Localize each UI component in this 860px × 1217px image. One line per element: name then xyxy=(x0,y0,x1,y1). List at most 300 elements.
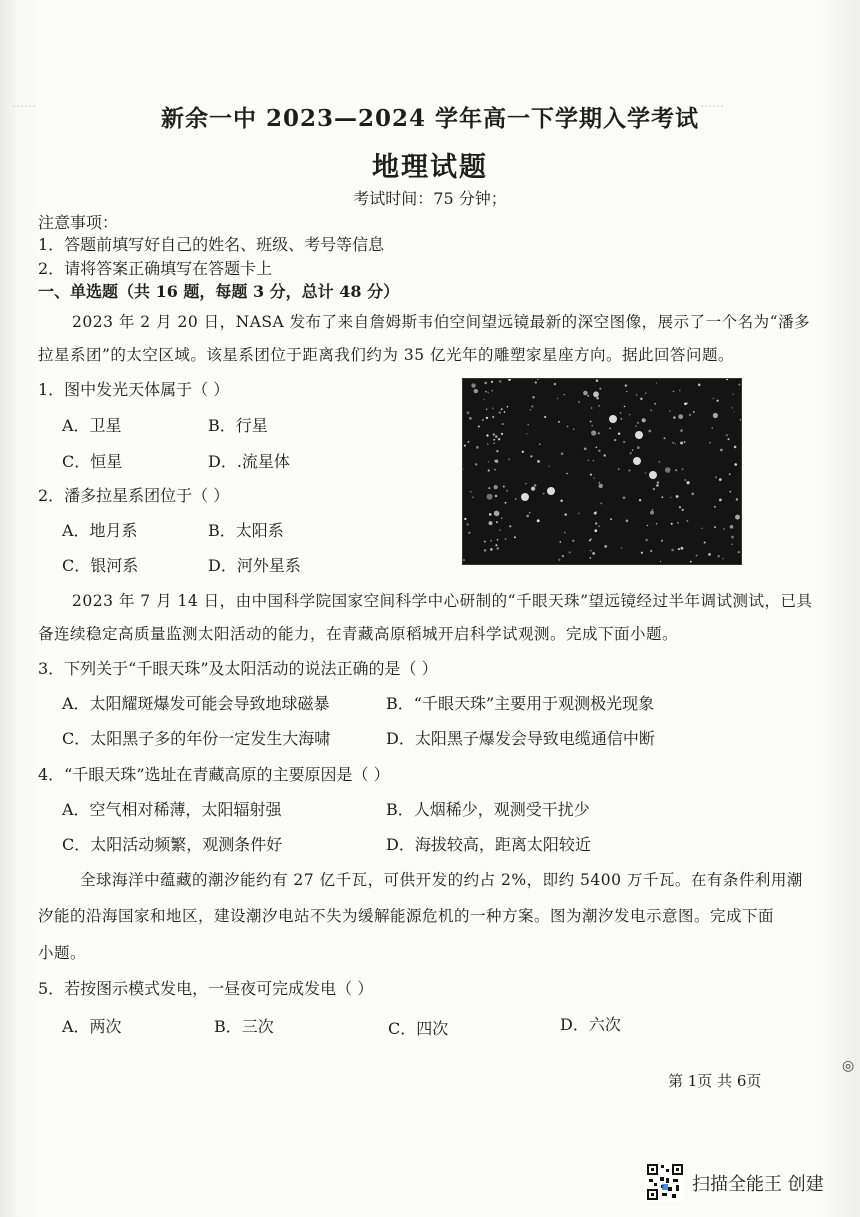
q2-option-c: C．银河系 xyxy=(62,556,139,575)
star-dot xyxy=(682,468,684,470)
star-dot xyxy=(690,561,692,563)
star-dot xyxy=(522,451,524,453)
star-dot xyxy=(680,429,683,432)
star-dot xyxy=(686,520,688,522)
star-dot xyxy=(614,439,616,441)
star-dot xyxy=(734,446,737,449)
star-dot xyxy=(623,441,625,443)
qr-code-icon xyxy=(646,1163,684,1201)
q3-option-b: B．“千眼天珠”主要用于观测极光现象 xyxy=(386,694,655,713)
star-dot xyxy=(501,518,502,519)
star-dot xyxy=(486,417,488,419)
star-dot xyxy=(598,525,600,527)
star-dot xyxy=(637,422,639,424)
star-dot xyxy=(672,442,674,444)
star-dot xyxy=(661,540,663,542)
star-dot xyxy=(498,438,500,440)
star-dot xyxy=(720,449,723,452)
star-dot xyxy=(470,491,472,493)
star-dot xyxy=(731,536,734,539)
star-dot xyxy=(590,421,592,423)
star-dot xyxy=(673,391,675,393)
binding-mark: ◎ xyxy=(842,1058,855,1074)
star-dot xyxy=(567,426,569,428)
passage-2-line: 2023 年 7 月 14 日，由中国科学院国家空间科学中心研制的“千眼天珠”望远镜经过半年调试测试，已具 xyxy=(72,592,813,610)
star-dot xyxy=(679,390,681,392)
star-dot xyxy=(650,550,652,552)
star-dot xyxy=(677,522,679,524)
star-dot xyxy=(484,399,485,400)
star-dot xyxy=(587,395,589,397)
star-dot xyxy=(591,425,593,427)
star-dot xyxy=(491,381,493,383)
note-item: 1．答题前填写好自己的姓名、班级、考号等信息 xyxy=(38,235,385,254)
star-dot xyxy=(630,452,632,454)
star-dot xyxy=(636,394,637,395)
star-dot xyxy=(500,530,501,531)
star-dot xyxy=(656,484,659,487)
star-dot xyxy=(736,498,738,500)
star-dot xyxy=(565,513,567,515)
section-title: 一、单选题（共 16 题，每题 3 分，总计 48 分） xyxy=(38,282,400,301)
star-dot xyxy=(734,463,737,466)
q4-option-a: A．空气相对稀薄，太阳辐射强 xyxy=(62,800,282,819)
star-dot xyxy=(531,487,535,491)
bright-star xyxy=(649,471,657,479)
star-dot xyxy=(623,496,626,499)
star-dot xyxy=(728,438,730,440)
star-dot xyxy=(691,492,694,495)
star-dot xyxy=(514,536,516,538)
star-dot xyxy=(488,469,490,471)
star-dot xyxy=(566,473,568,475)
star-dot xyxy=(698,384,701,387)
star-dot xyxy=(591,407,593,409)
scanner-watermark: 扫描全能王 创建 xyxy=(692,1174,824,1195)
star-dot xyxy=(701,528,702,529)
star-dot xyxy=(661,496,663,498)
star-dot xyxy=(487,444,488,445)
q1-option-c: C．恒星 xyxy=(62,452,123,471)
star-dot xyxy=(492,416,494,418)
star-dot xyxy=(678,548,680,550)
star-dot xyxy=(673,416,675,418)
star-dot xyxy=(490,548,493,551)
star-dot xyxy=(532,396,534,398)
star-dot xyxy=(486,434,488,436)
star-dot xyxy=(713,398,715,400)
star-dot xyxy=(488,392,489,393)
star-dot xyxy=(671,549,674,552)
q4-option-d: D．海拔较高，距离太阳较近 xyxy=(386,835,591,854)
star-dot xyxy=(733,411,734,412)
star-dot xyxy=(675,469,677,471)
star-dot xyxy=(590,474,592,476)
star-dot xyxy=(726,434,728,436)
star-dot xyxy=(656,523,658,525)
star-dot xyxy=(738,551,740,553)
star-dot xyxy=(650,409,652,411)
q5-option-c: C．四次 xyxy=(388,1019,449,1038)
star-dot xyxy=(485,391,487,393)
star-dot xyxy=(508,379,511,381)
star-dot xyxy=(486,408,488,410)
star-dot xyxy=(669,410,670,411)
star-dot xyxy=(714,506,716,508)
star-dot xyxy=(464,445,466,447)
star-dot xyxy=(645,392,647,394)
passage-2-line: 备连续稳定高质量监测太阳活动的能力，在青藏高原稻城开启科学试观测。完成下面小题。 xyxy=(38,625,679,643)
star-dot xyxy=(654,403,656,405)
star-dot xyxy=(496,521,498,523)
bright-star xyxy=(547,487,555,495)
star-dot xyxy=(670,497,671,498)
star-dot xyxy=(515,498,516,499)
star-dot xyxy=(735,515,740,520)
star-dot xyxy=(684,441,686,443)
notes-heading: 注意事项： xyxy=(38,213,119,232)
star-dot xyxy=(653,488,655,490)
star-dot xyxy=(537,379,538,380)
star-dot xyxy=(496,450,498,452)
star-dot xyxy=(492,407,494,409)
star-dot xyxy=(641,552,643,554)
star-dot xyxy=(463,559,465,561)
star-dot xyxy=(471,383,475,387)
star-dot xyxy=(682,509,684,511)
star-dot xyxy=(548,466,549,467)
star-dot xyxy=(497,547,499,549)
bright-star xyxy=(521,493,529,501)
star-dot xyxy=(482,419,484,421)
star-dot xyxy=(484,382,487,385)
star-dot xyxy=(625,384,627,386)
star-dot xyxy=(530,455,532,457)
q2-option-a: A．地月系 xyxy=(62,521,138,540)
star-dot xyxy=(718,555,720,557)
star-dot xyxy=(564,394,565,395)
star-dot xyxy=(679,506,681,508)
star-dot xyxy=(534,484,537,487)
star-dot xyxy=(732,407,733,408)
star-dot xyxy=(595,529,598,532)
star-dot xyxy=(489,521,493,525)
star-dot xyxy=(650,511,654,515)
star-dot xyxy=(487,494,493,500)
star-dot xyxy=(558,421,560,423)
star-dot xyxy=(618,469,619,470)
star-dot xyxy=(681,547,684,550)
star-dot xyxy=(494,469,496,471)
star-dot xyxy=(592,552,595,555)
star-dot xyxy=(738,384,740,386)
star-dot xyxy=(709,442,711,444)
star-dot xyxy=(591,430,596,435)
star-dot xyxy=(620,412,622,414)
star-dot xyxy=(648,430,651,433)
star-dot xyxy=(676,495,679,498)
q3-option-d: D．太阳黑子爆发会导致电缆通信中断 xyxy=(386,729,655,748)
star-dot xyxy=(499,380,502,383)
star-dot xyxy=(476,446,479,449)
star-dot xyxy=(526,433,527,434)
exam-title: 新余一中 2023—2024 学年高一下学期入学考试 xyxy=(160,105,700,132)
star-dot xyxy=(588,460,590,462)
star-dot xyxy=(560,500,562,502)
star-dot xyxy=(598,450,600,452)
star-dot xyxy=(704,542,706,544)
star-dot xyxy=(722,558,724,560)
star-dot xyxy=(506,490,508,492)
star-dot xyxy=(495,544,497,546)
star-dot xyxy=(696,555,698,557)
star-dot xyxy=(502,423,504,425)
star-dot xyxy=(600,502,602,504)
star-dot xyxy=(484,549,487,552)
star-dot xyxy=(467,441,469,443)
star-dot xyxy=(497,539,499,541)
star-dot xyxy=(593,391,599,397)
star-dot xyxy=(507,406,509,408)
star-dot xyxy=(527,424,529,426)
star-dot xyxy=(494,511,500,517)
star-dot xyxy=(544,416,546,418)
star-field xyxy=(463,379,741,564)
star-dot xyxy=(610,518,612,520)
star-dot xyxy=(729,491,731,493)
star-dot xyxy=(659,461,661,463)
star-dot xyxy=(501,433,503,435)
q4-option-c: C．太阳活动频繁，观测条件好 xyxy=(62,835,283,854)
star-dot xyxy=(493,433,495,435)
star-dot xyxy=(715,476,717,478)
q3-option-a: A．太阳耀斑爆发可能会导致地球磁暴 xyxy=(62,694,330,713)
star-dot xyxy=(714,526,716,528)
star-dot xyxy=(467,523,469,525)
star-dot xyxy=(505,538,507,540)
star-dot xyxy=(685,479,687,481)
star-dot xyxy=(590,550,591,551)
passage-1-line: 2023 年 2 月 20 日，NASA 发布了来自詹姆斯韦伯空间望远镜最新的深空图像，展示了一个名为“潘多 xyxy=(72,313,811,331)
star-dot xyxy=(529,512,531,514)
star-dot xyxy=(463,469,464,470)
star-dot xyxy=(561,452,564,455)
star-dot xyxy=(693,411,695,413)
star-dot xyxy=(726,379,728,380)
passage-1-line: 拉星系团”的太空区域。该星系团位于距离我们约为 35 亿光年的雕塑家星座方向。据此回答问题。 xyxy=(38,346,735,364)
star-dot xyxy=(730,525,734,529)
star-dot xyxy=(733,394,734,395)
star-dot xyxy=(596,511,597,512)
q5-option-d: D．六次 xyxy=(560,1015,621,1034)
star-dot xyxy=(657,481,659,483)
subject-title: 地理试题 xyxy=(372,152,488,183)
star-dot xyxy=(492,390,494,392)
star-dot xyxy=(708,553,711,556)
question-2-stem: 2．潘多拉星系团位于（ ） xyxy=(38,486,230,505)
star-dot xyxy=(596,397,598,399)
star-dot xyxy=(618,433,620,435)
star-dot xyxy=(637,446,640,449)
star-dot xyxy=(526,515,529,518)
star-dot xyxy=(590,538,592,540)
star-dot xyxy=(488,461,489,462)
star-dot xyxy=(645,539,648,542)
star-dot xyxy=(495,435,498,438)
star-dot xyxy=(624,406,626,408)
star-dot xyxy=(596,379,599,382)
star-dot xyxy=(729,473,731,475)
exam-time: 考试时间：75 分钟； xyxy=(353,189,507,208)
star-dot xyxy=(573,429,574,430)
q5-option-a: A．两次 xyxy=(62,1017,122,1036)
star-dot xyxy=(584,448,587,451)
star-dot xyxy=(680,442,683,445)
q3-option-c: C．太阳黑子多的年份一定发生大海啸 xyxy=(62,729,331,748)
note-item: 2．请将答案正确填写在答题卡上 xyxy=(38,259,273,278)
star-dot xyxy=(723,528,725,530)
star-dot xyxy=(537,460,540,463)
star-dot xyxy=(578,513,580,515)
star-dot xyxy=(740,419,741,421)
star-dot xyxy=(493,443,494,444)
star-dot xyxy=(569,551,571,553)
star-dot xyxy=(495,460,498,463)
star-dot xyxy=(640,398,642,400)
star-dot xyxy=(598,405,600,407)
star-dot xyxy=(712,427,713,428)
star-dot xyxy=(539,444,540,445)
star-dot xyxy=(628,470,630,472)
q1-option-b: B．行星 xyxy=(208,416,268,435)
star-dot xyxy=(719,499,722,502)
star-dot xyxy=(671,523,673,525)
star-dot xyxy=(635,425,636,426)
star-dot xyxy=(675,443,676,444)
star-dot xyxy=(687,481,690,484)
q2-option-d: D．河外星系 xyxy=(208,556,301,575)
star-dot xyxy=(467,411,470,414)
star-dot xyxy=(474,389,478,393)
star-dot xyxy=(495,495,498,498)
star-dot xyxy=(645,472,647,474)
star-dot xyxy=(665,467,671,473)
deep-space-image xyxy=(462,378,742,565)
star-dot xyxy=(578,401,580,403)
star-dot xyxy=(490,540,492,542)
bleed-through: …… xyxy=(700,96,724,110)
star-dot xyxy=(468,532,470,534)
bright-star xyxy=(609,415,617,423)
star-dot xyxy=(620,418,622,420)
star-dot xyxy=(498,411,501,414)
star-dot xyxy=(503,486,505,488)
question-1-stem: 1．图中发光天体属于（ ） xyxy=(38,380,230,399)
star-dot xyxy=(478,426,480,428)
star-dot xyxy=(494,485,498,489)
star-dot xyxy=(599,482,601,484)
star-dot xyxy=(604,454,606,456)
question-4-stem: 4．“千眼天珠”选址在青藏高原的主要原因是（ ） xyxy=(38,765,390,784)
star-dot xyxy=(593,477,594,478)
star-dot xyxy=(647,525,648,526)
star-dot xyxy=(488,487,490,489)
star-dot xyxy=(629,414,630,415)
star-dot xyxy=(484,541,486,543)
star-dot xyxy=(509,459,510,460)
star-dot xyxy=(642,418,646,422)
star-dot xyxy=(593,460,594,461)
star-dot xyxy=(626,520,629,523)
star-dot xyxy=(464,518,466,520)
star-dot xyxy=(719,478,722,481)
question-5-stem: 5．若按图示模式发电，一昼夜可完成发电（ ） xyxy=(38,979,374,998)
page-number: 第 1页 共 6页 xyxy=(668,1072,762,1090)
star-dot xyxy=(689,414,691,416)
star-dot xyxy=(583,391,588,396)
passage-3-line: 小题。 xyxy=(38,944,87,962)
star-dot xyxy=(590,557,592,559)
q4-option-b: B．人烟稀少，观测受干扰少 xyxy=(386,800,590,819)
star-dot xyxy=(596,447,598,449)
bright-star xyxy=(635,431,643,439)
star-dot xyxy=(595,522,597,524)
q5-option-b: B．三次 xyxy=(214,1017,274,1036)
star-dot xyxy=(564,532,565,533)
star-dot xyxy=(656,382,657,383)
star-dot xyxy=(598,432,600,434)
star-dot xyxy=(493,439,495,441)
star-dot xyxy=(713,413,718,418)
star-dot xyxy=(505,502,507,504)
star-dot xyxy=(572,540,574,542)
passage-3-line: 全球海洋中蕴藏的潮汐能约有 27 亿千瓦，可供开发的约占 2%，即约 5400 万千瓦。在有条件利用潮 xyxy=(80,871,803,889)
star-dot xyxy=(626,391,627,392)
star-dot xyxy=(469,417,472,420)
question-3-stem: 3．下列关于“千眼天珠”及太阳活动的说法正确的是（ ） xyxy=(38,659,438,678)
star-dot xyxy=(543,493,545,495)
star-dot xyxy=(632,449,633,450)
star-dot xyxy=(660,561,661,562)
bleed-through: …… xyxy=(12,96,36,110)
star-dot xyxy=(554,383,556,385)
q2-option-b: B．太阳系 xyxy=(208,521,284,540)
star-dot xyxy=(664,437,666,439)
star-dot xyxy=(475,463,477,465)
star-dot xyxy=(525,483,526,484)
bright-star xyxy=(633,457,641,465)
star-dot xyxy=(531,405,533,407)
star-dot xyxy=(686,402,688,404)
star-dot xyxy=(562,555,564,557)
passage-3-line: 汐能的沿海国家和地区，建设潮汐电站不失为缓解能源危机的一种方案。图为潮汐发电示意图。完成下面 xyxy=(38,907,775,925)
star-dot xyxy=(501,408,503,410)
q1-option-d: D．.流星体 xyxy=(208,452,290,471)
star-dot xyxy=(560,541,562,543)
star-dot xyxy=(652,509,654,511)
star-dot xyxy=(537,519,540,522)
star-dot xyxy=(599,484,603,488)
star-dot xyxy=(621,547,623,549)
star-dot xyxy=(494,460,495,461)
star-dot xyxy=(557,398,558,399)
star-dot xyxy=(558,559,560,561)
star-dot xyxy=(599,388,601,390)
star-dot xyxy=(609,428,611,430)
star-dot xyxy=(731,544,732,545)
star-dot xyxy=(639,499,641,501)
star-dot xyxy=(472,496,474,498)
